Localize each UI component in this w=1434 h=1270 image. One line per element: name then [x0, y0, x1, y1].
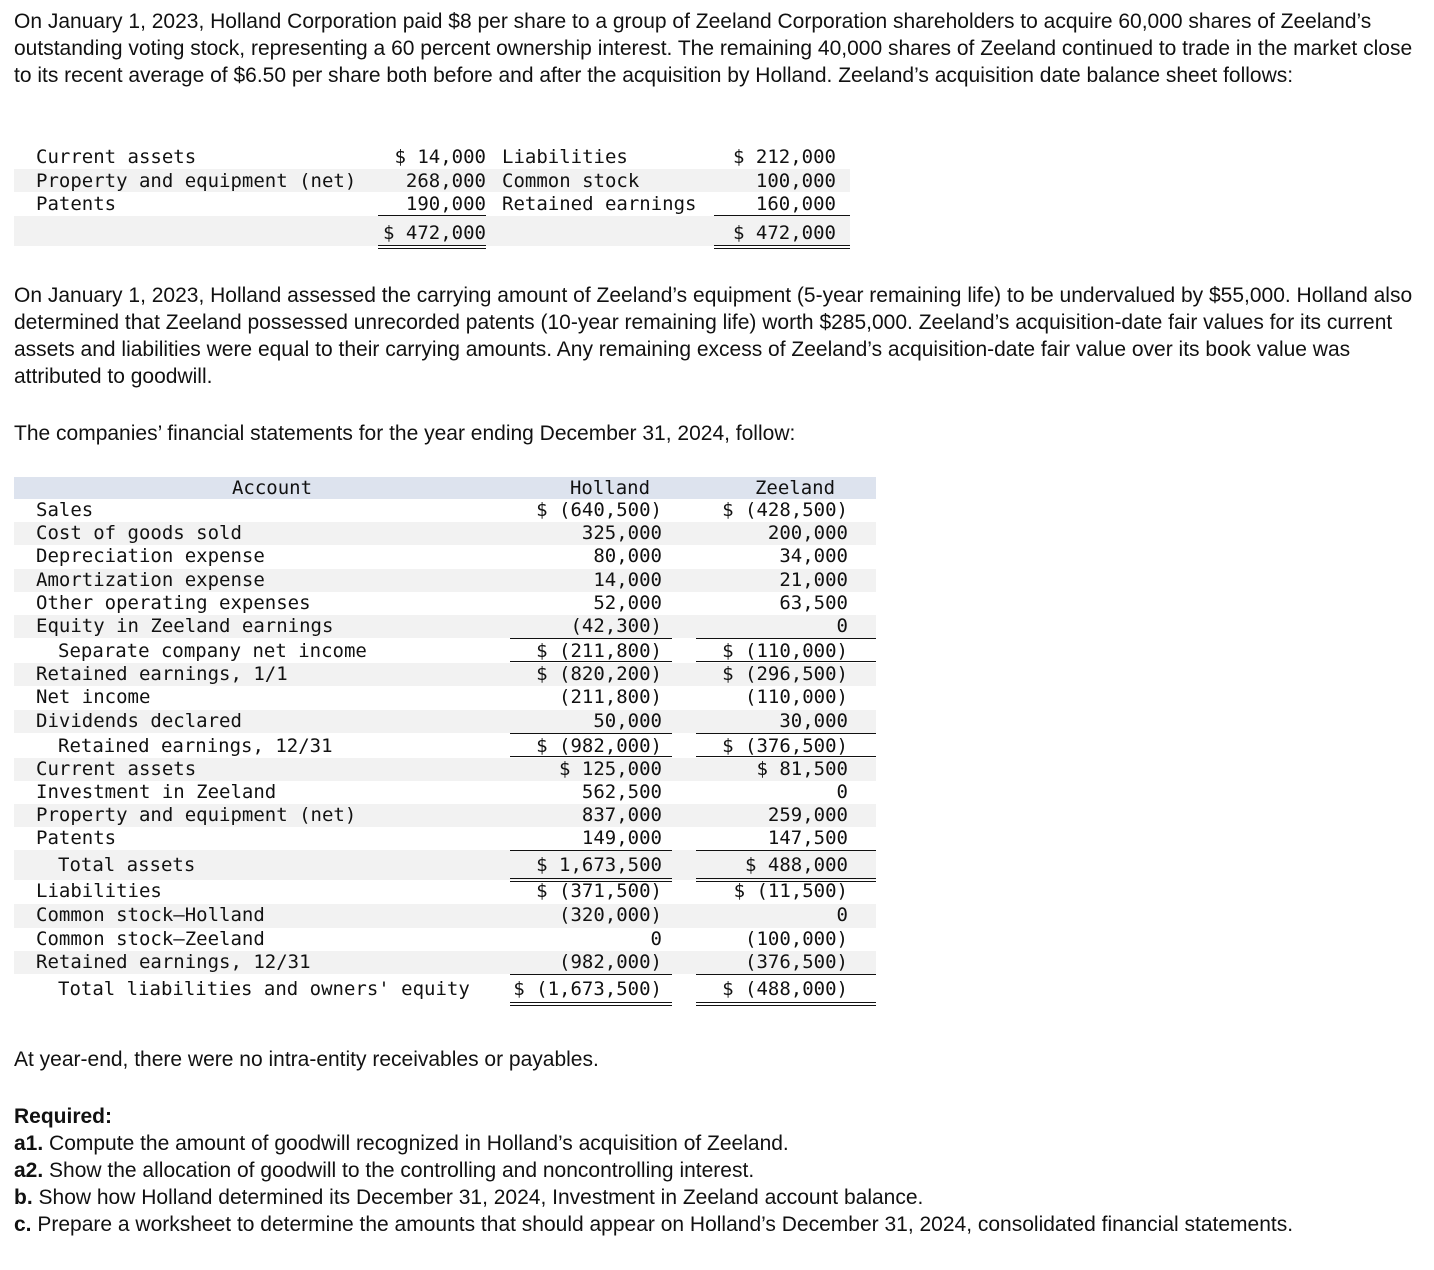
holland-cell: 50,000 [593, 709, 662, 732]
account-cell: Retained earnings, 12/31 [36, 950, 311, 973]
table-body [14, 499, 876, 1004]
required-item-label: a2. [14, 1159, 44, 1182]
holland-cell: $ (820,200) [536, 663, 662, 686]
required-title: Required: [14, 1105, 113, 1128]
account-cell: Total liabilities and owners' equity [58, 978, 470, 1000]
account-cell: Current assets [36, 757, 197, 780]
account-cell: Amortization expense [36, 568, 265, 591]
required-item [14, 1130, 1424, 1157]
holland-cell: $ (371,500) [536, 880, 662, 903]
table-row [14, 592, 876, 615]
table-row [14, 880, 876, 904]
liability-label: Common stock [502, 169, 640, 192]
account-cell: Cost of goods sold [36, 522, 242, 545]
zeeland-cell: $ (488,000) [722, 978, 848, 1000]
table-row [14, 951, 876, 974]
underline [378, 215, 486, 216]
asset-label: Patents [36, 193, 117, 215]
required-item-label: b. [14, 1186, 33, 1209]
table-row [14, 686, 876, 709]
double-underline [714, 245, 850, 249]
zeeland-cell: 0 [836, 614, 848, 637]
intro-paragraph: On January 1, 2023, Holland Corporation paid $8 per share to a group of Zeeland Corporation shareholders to acquire 60,000 shares of Zeeland’s outstanding voting stock, representing a 60 percent ownership interest. The remaining 40,000 shares of Zeeland continued to trade in the market close to its recent average of $6.50 per share both before and after the acquisition by Holland. Zeeland’s acquisition date balance sheet follows: [14, 10, 1413, 87]
holland-cell: $ (1,673,500) [513, 978, 662, 1000]
zeeland-cell: (110,000) [745, 686, 848, 709]
account-cell: Dividends declared [36, 709, 242, 732]
account-cell: Property and equipment (net) [36, 804, 357, 827]
table-row [14, 499, 876, 522]
holland-cell: 149,000 [581, 827, 662, 850]
account-cell: Common stock—Holland [36, 904, 265, 927]
table-row [14, 804, 876, 827]
liability-label: Retained earnings [502, 193, 697, 215]
table-row [14, 904, 876, 927]
holland-cell: $ (211,800) [536, 640, 662, 663]
zeeland-cell: $ (376,500) [722, 734, 848, 757]
statements-intro: The companies’ financial statements for the year ending December 31, 2024, follow: [14, 422, 796, 445]
required-item [14, 1211, 1424, 1238]
acquisition-balance-sheet [14, 145, 850, 246]
asset-amount: 268,000 [405, 169, 486, 192]
table-row [14, 710, 876, 733]
required-item-label: a1. [14, 1132, 44, 1155]
zeeland-cell: (100,000) [745, 927, 848, 950]
required-item-label: c. [14, 1213, 32, 1236]
holland-cell: $ (982,000) [536, 734, 662, 757]
balance-sheet-total-row [14, 216, 850, 246]
account-cell: Total assets [58, 854, 196, 877]
holland-cell: 14,000 [593, 568, 662, 591]
zeeland-cell: $ 488,000 [745, 854, 848, 877]
zeeland-cell: 34,000 [779, 545, 848, 568]
holland-cell: $ (640,500) [536, 499, 662, 521]
holland-cell: 0 [650, 927, 662, 950]
zeeland-cell: $ (428,500) [722, 499, 848, 521]
table-row [14, 569, 876, 592]
asset-amount: 190,000 [405, 193, 486, 215]
holland-cell: 562,500 [581, 780, 662, 803]
liability-amount: $ 212,000 [733, 146, 836, 168]
account-cell: Depreciation expense [36, 545, 265, 568]
double-underline [696, 1002, 876, 1006]
zeeland-cell: $ (11,500) [733, 880, 848, 903]
account-cell: Separate company net income [58, 640, 367, 663]
holland-cell: 80,000 [593, 545, 662, 568]
table-row [14, 758, 876, 781]
account-cell: Patents [36, 827, 117, 850]
underline [696, 850, 876, 851]
required-item-text: Show the allocation of goodwill to the controlling and noncontrolling interest. [43, 1159, 755, 1182]
underline [510, 850, 672, 851]
zeeland-cell: 0 [836, 780, 848, 803]
valuation-paragraph: On January 1, 2023, Holland assessed the carrying amount of Zeeland’s equipment (5-year remaining life) to be undervalued by $55,000. Holland also determined that Zeeland possessed unrecorded patents (10-year remaining life) worth $285,000. Zeeland’s acquisition-date fair values for its current assets and liabilities were equal to their carrying amounts. Any remaining excess of Zeeland’s acquisition-date fair value over its book value was attributed to goodwill. [14, 284, 1413, 388]
underline [510, 974, 672, 975]
holland-cell: $ 125,000 [559, 757, 662, 780]
total-assets-amount: $ 472,000 [383, 221, 486, 244]
account-cell: Retained earnings, 1/1 [36, 663, 288, 686]
year-end-note: At year-end, there were no intra-entity receivables or payables. [14, 1048, 599, 1071]
table-header [14, 477, 876, 499]
holland-cell: (211,800) [559, 686, 662, 709]
underline [714, 215, 850, 216]
balance-sheet-row [14, 145, 850, 169]
zeeland-cell: 63,500 [779, 591, 848, 614]
table-row [14, 850, 876, 880]
double-underline [510, 1002, 672, 1006]
holland-cell: 325,000 [581, 522, 662, 545]
total-liabilities-amount: $ 472,000 [733, 221, 836, 244]
zeeland-cell: (376,500) [745, 950, 848, 973]
underline [696, 733, 876, 734]
asset-amount: $ 14,000 [394, 146, 486, 168]
underline [510, 733, 672, 734]
holland-cell: (320,000) [559, 904, 662, 927]
required-section [14, 1103, 1424, 1238]
zeeland-header: Zeeland [754, 477, 836, 499]
table-row [14, 733, 876, 758]
zeeland-cell: 0 [836, 904, 848, 927]
holland-cell: (982,000) [559, 950, 662, 973]
account-cell: Investment in Zeeland [36, 780, 277, 803]
asset-label: Current assets [36, 146, 197, 168]
account-header: Account [231, 477, 313, 499]
account-cell: Other operating expenses [36, 591, 311, 614]
required-item-text: Compute the amount of goodwill recognized in Holland’s acquisition of Zeeland. [43, 1132, 789, 1155]
account-cell: Sales [36, 499, 94, 521]
liability-label: Liabilities [502, 146, 628, 168]
table-row [14, 781, 876, 804]
underline [696, 974, 876, 975]
required-item-text: Show how Holland determined its December 31, 2024, Investment in Zeeland account balance. [32, 1186, 924, 1209]
table-row [14, 928, 876, 951]
zeeland-cell: 30,000 [779, 709, 848, 732]
required-item [14, 1157, 1424, 1184]
underline [696, 638, 876, 639]
table-row [14, 827, 876, 850]
account-cell: Equity in Zeeland earnings [36, 614, 334, 637]
balance-sheet-row [14, 192, 850, 216]
balance-sheet-row [14, 169, 850, 193]
table-row [14, 545, 876, 568]
required-item [14, 1184, 1424, 1211]
zeeland-cell: 259,000 [767, 804, 848, 827]
asset-label: Property and equipment (net) [36, 169, 357, 192]
zeeland-cell: 147,500 [767, 827, 848, 850]
holland-cell: (42,300) [570, 614, 662, 637]
table-row [14, 663, 876, 686]
liability-amount: 100,000 [755, 169, 836, 192]
holland-cell: 52,000 [593, 591, 662, 614]
zeeland-cell: $ 81,500 [756, 757, 848, 780]
table-row [14, 522, 876, 545]
zeeland-cell: 21,000 [779, 568, 848, 591]
zeeland-cell: $ (296,500) [722, 663, 848, 686]
account-cell: Retained earnings, 12/31 [58, 734, 333, 757]
underline [510, 638, 672, 639]
holland-cell: 837,000 [581, 804, 662, 827]
table-row [14, 638, 876, 663]
required-item-text: Prepare a worksheet to determine the amounts that should appear on Holland’s December 31, 2024, consolidated financial statements. [31, 1213, 1294, 1236]
zeeland-cell: $ (110,000) [722, 640, 848, 663]
account-cell: Net income [36, 686, 151, 709]
account-cell: Common stock—Zeeland [36, 927, 265, 950]
holland-header: Holland [569, 477, 651, 499]
table-row [14, 974, 876, 1004]
account-cell: Liabilities [36, 880, 162, 903]
liability-amount: 160,000 [755, 193, 836, 215]
double-underline [378, 245, 486, 249]
zeeland-cell: 200,000 [767, 522, 848, 545]
table-row [14, 615, 876, 638]
holland-cell: $ 1,673,500 [536, 854, 662, 877]
financial-statements-table [14, 477, 876, 1004]
